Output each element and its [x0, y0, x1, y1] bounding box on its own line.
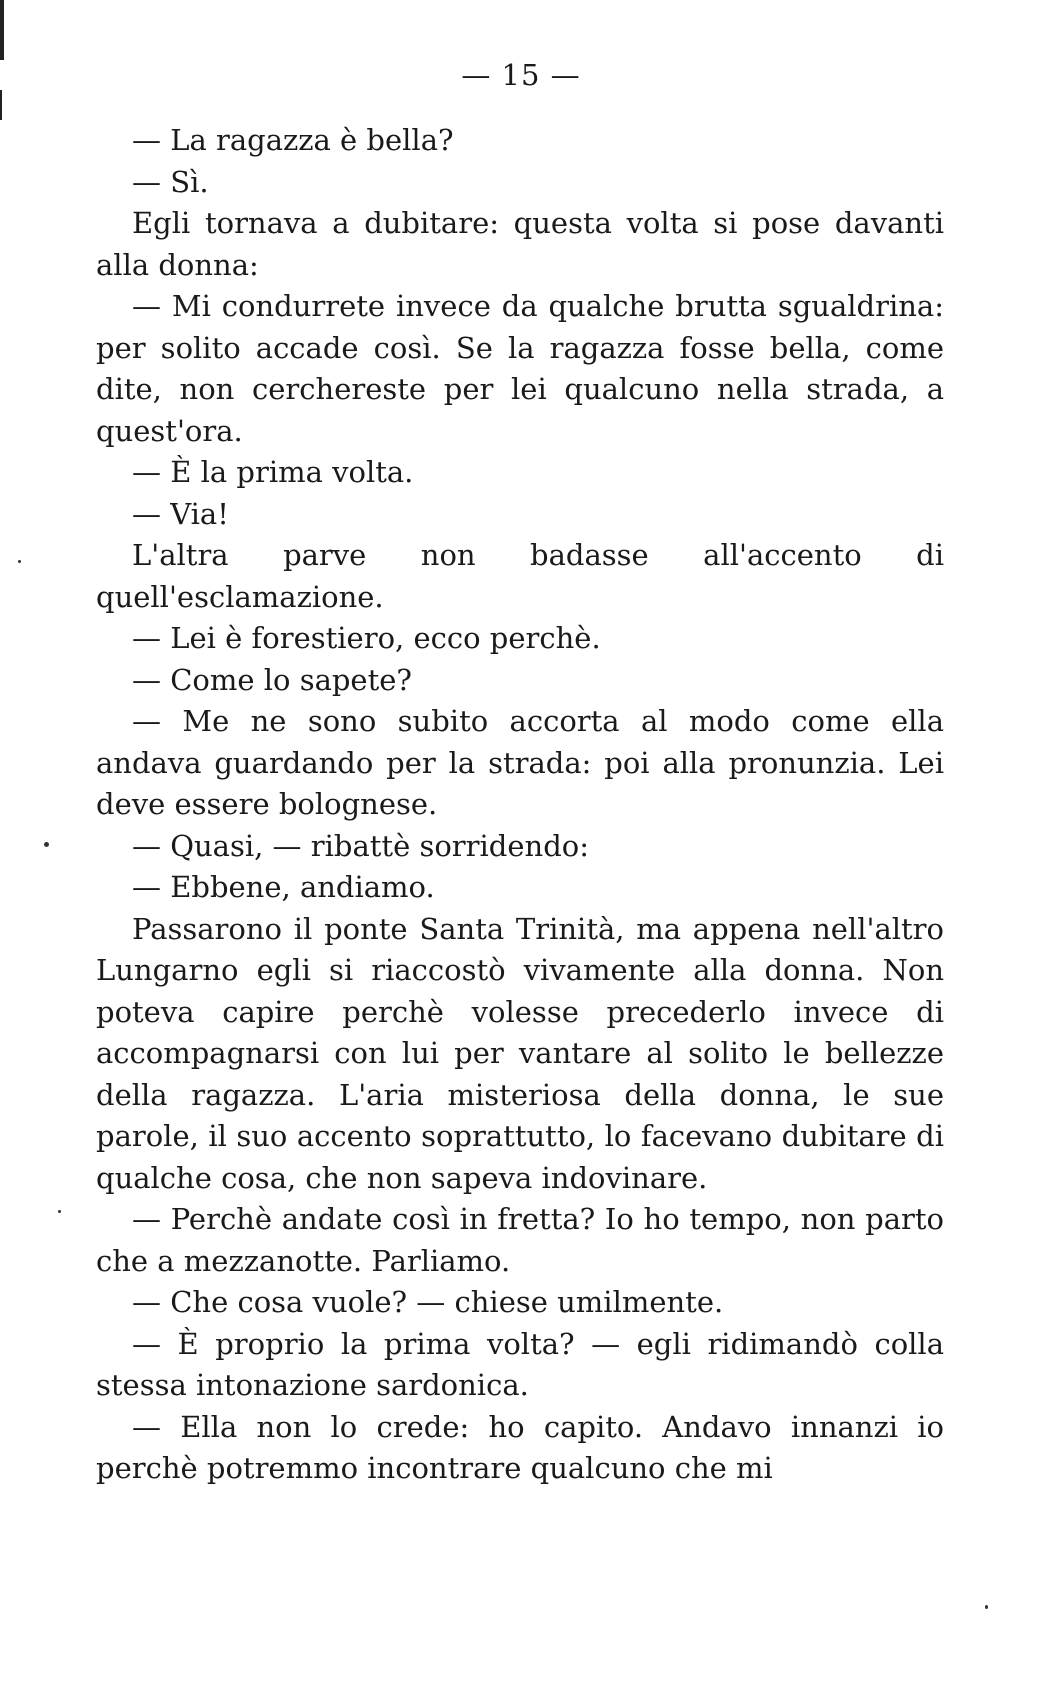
dialogue-line: — Ella non lo crede: ho capito. Andavo innanzi io perchè potremmo incontrare qualcuno che mi: [96, 1409, 944, 1485]
narrative-paragraph: Egli tornava a dubitare: questa volta si pose davanti alla donna:: [96, 206, 944, 282]
narrative-paragraph: Passarono il ponte Santa Trinità, ma appena nell'altro Lungarno egli si riaccostò vivamente alla donna. Non poteva capire perchè volesse precederlo invece di accompagnarsi con lui per vantare al solito le bellezze della ragazza. L'aria misteriosa della donna, le sue parole, il suo accento soprattutto, lo facevano dubitare di qualche cosa, che non sapeva indovinare.: [96, 911, 944, 1195]
dialogue-line: — Che cosa vuole? — chiese umilmente.: [132, 1285, 724, 1319]
narrative-paragraph: L'altra parve non badasse all'accento di quell'esclamazione.: [96, 538, 944, 614]
scan-speck: [18, 560, 21, 563]
dialogue-line: — È proprio la prima volta? — egli ridimandò colla stessa intonazione sardonica.: [96, 1326, 944, 1402]
dialogue-line: — La ragazza è bella?: [132, 123, 454, 157]
scan-edge-mark: [0, 90, 2, 120]
dialogue-line: — Me ne sono subito accorta al modo come ella andava guardando per la strada: poi alla pronunzia. Lei deve essere bolognese.: [96, 704, 944, 821]
dialogue-line: — Via!: [132, 496, 229, 531]
page-number: — 15 —: [461, 58, 581, 92]
dialogue-line: — Perchè andate così in fretta? Io ho tempo, non parto che a mezzanotte. Parliamo.: [96, 1202, 944, 1278]
dialogue-line: — Lei è forestiero, ecco perchè.: [132, 621, 601, 655]
dialogue-line: — Quasi, — ribattè sorridendo:: [132, 828, 589, 863]
dialogue-line: — Sì.: [132, 164, 209, 199]
dialogue-line: — È la prima volta.: [132, 455, 414, 489]
dialogue-line: — Ebbene, andiamo.: [132, 870, 435, 904]
scan-speck: [44, 842, 49, 847]
dialogue-line: — Come lo sapete?: [132, 662, 412, 697]
body-text: [96, 120, 944, 1490]
scan-edge-mark: [0, 0, 4, 60]
dialogue-line: — Mi condurrete invece da qualche brutta sgualdrina: per solito accade così. Se la ragazza fosse bella, come dite, non cerchereste per lei qualcuno nella strada, a quest'ora.: [96, 289, 944, 448]
scan-speck: [58, 1210, 61, 1213]
scan-speck: [985, 1605, 988, 1609]
